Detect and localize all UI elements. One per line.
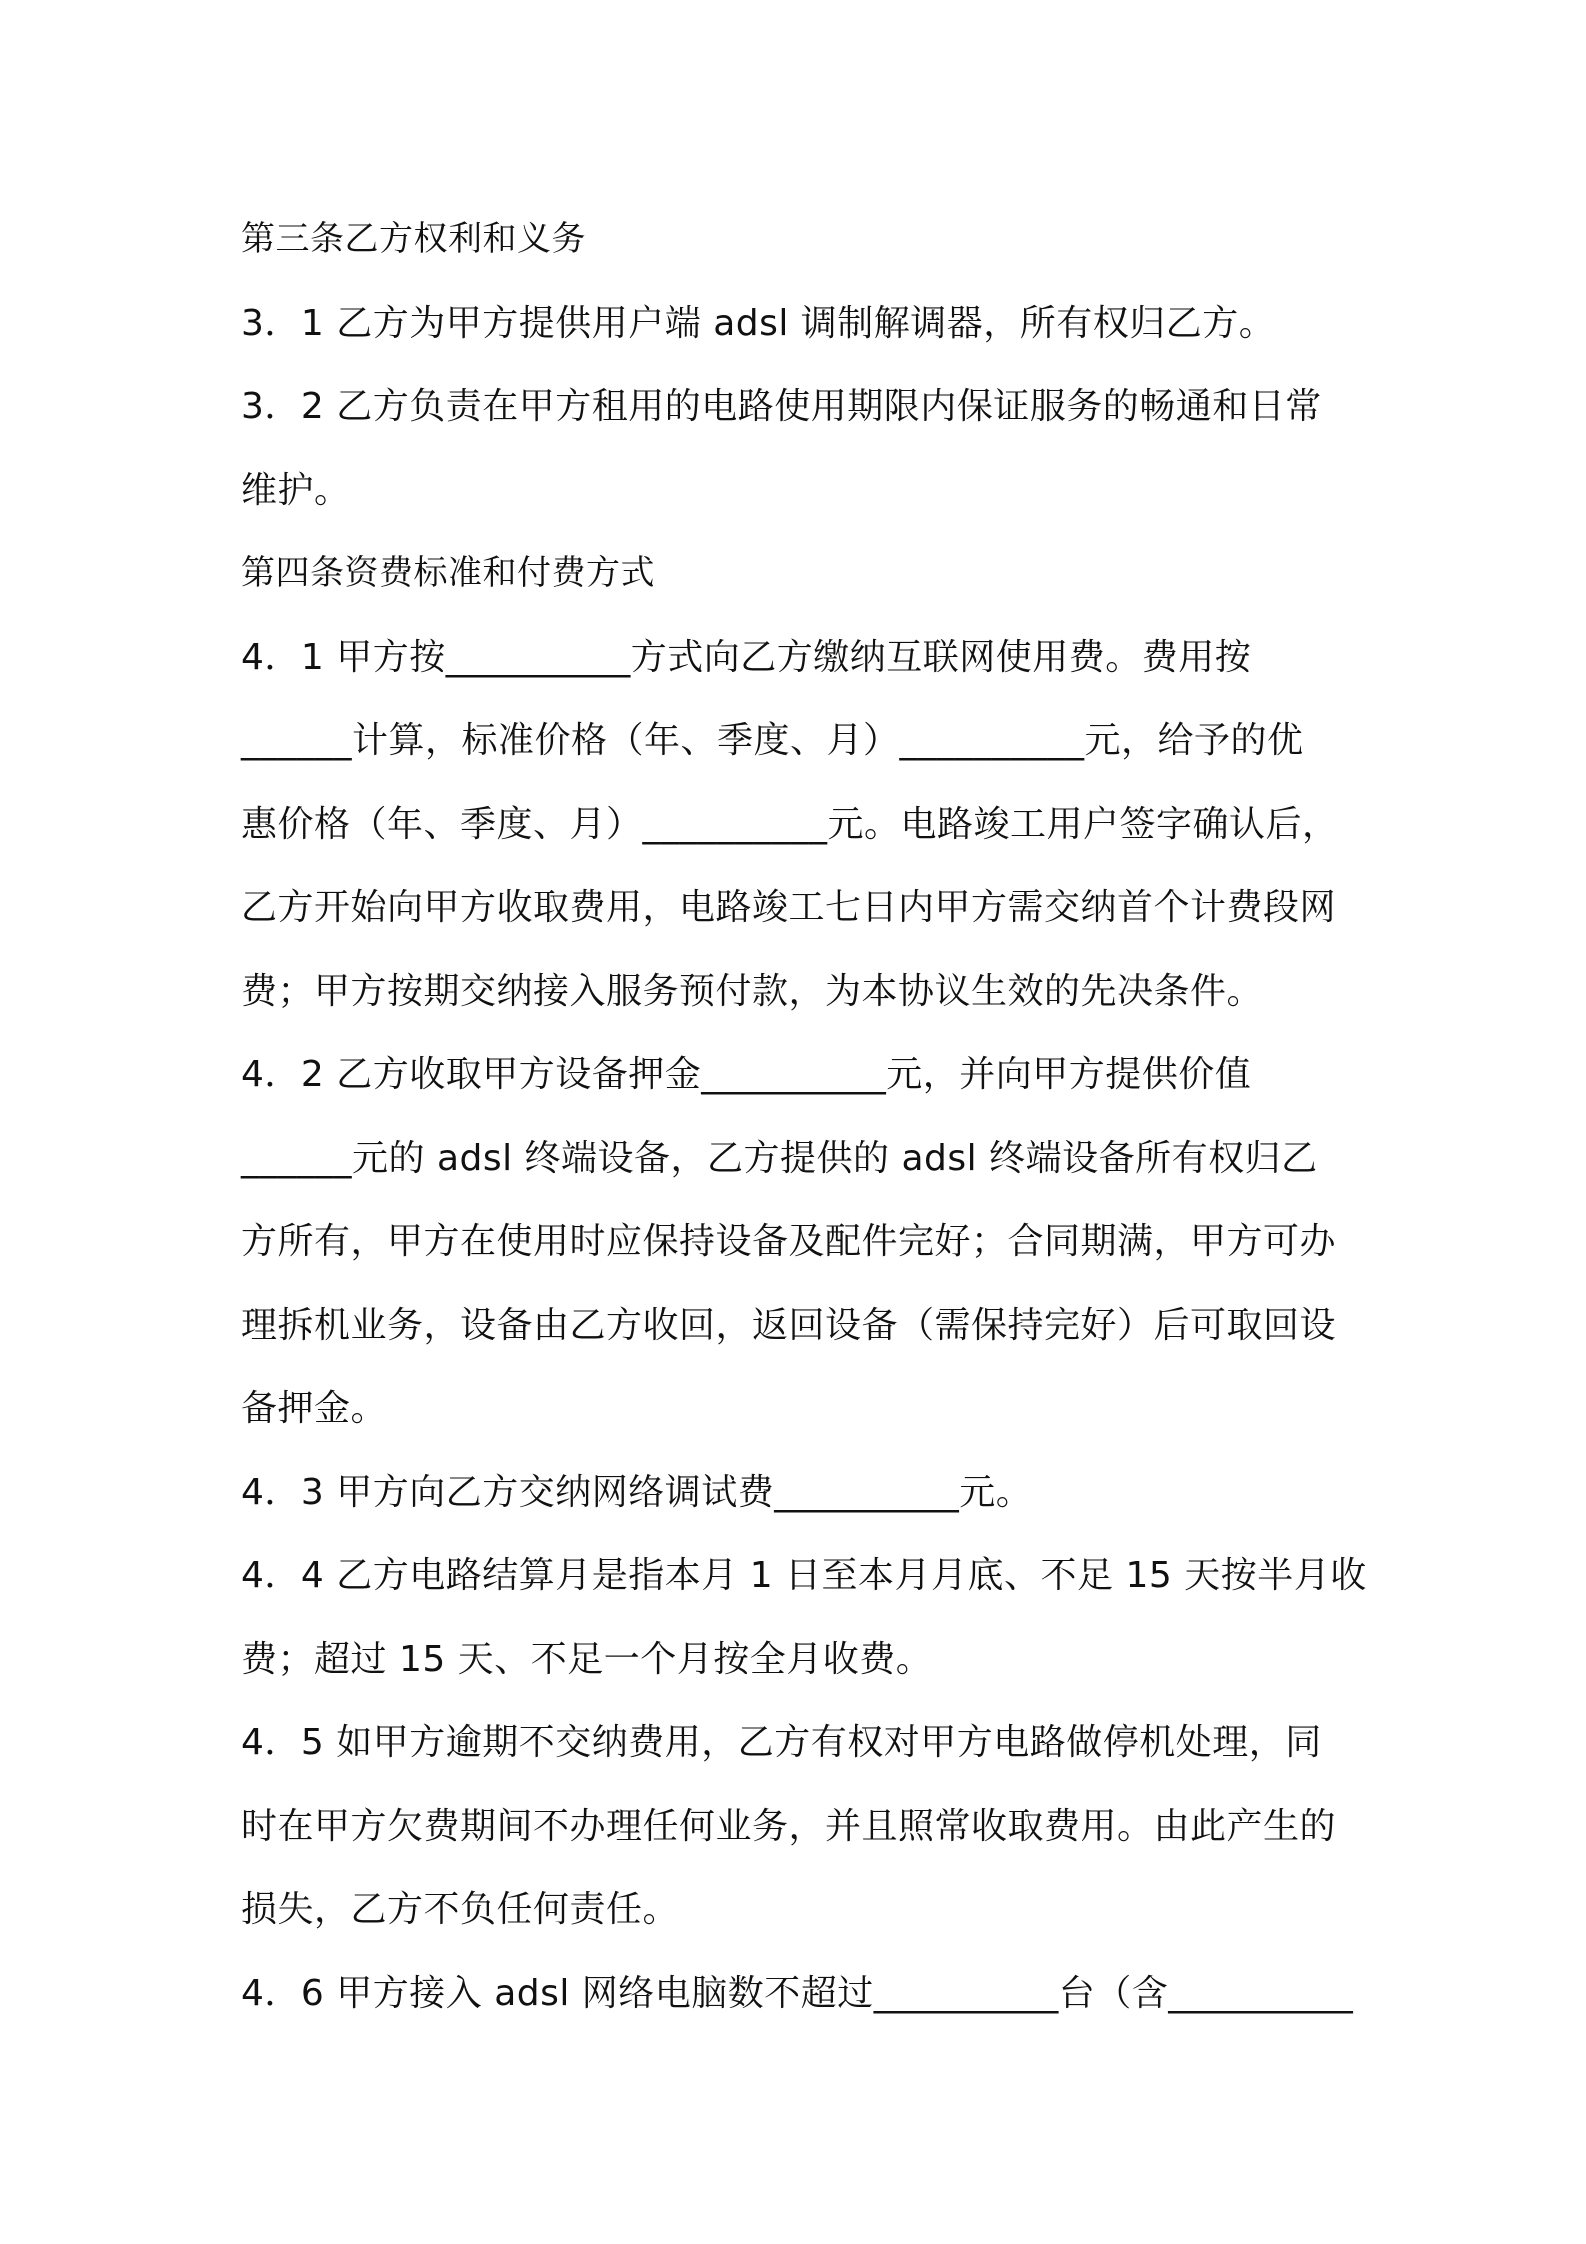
clause-4-1-line-2: ______计算，标准价格（年、季度、月）__________元，给予的优 [241, 720, 1304, 761]
clause-4-5-line-2: 时在甲方欠费期间不办理任何业务，并且照常收取费用。由此产生的 [241, 1805, 1337, 1847]
clause-4-2-line-4: 理拆机业务，设备由乙方收回，返回设备（需保持完好）后可取回设 [241, 1304, 1337, 1346]
clause-4-1-line-3: 惠价格（年、季度、月）__________元。电路竣工用户签字确认后， [241, 803, 1339, 845]
clause-4-4-line-1: 4．4 乙方电路结算月是指本月 1 日至本月月底、不足 15 天按半月收 [241, 1555, 1367, 1596]
clause-4-1-line-1: 4．1 甲方按__________方式向乙方缴纳互联网使用费。费用按 [241, 636, 1252, 678]
clause-4-5-line-3: 损失，乙方不负任何责任。 [241, 1889, 680, 1930]
clause-4-2-line-3: 方所有，甲方在使用时应保持设备及配件完好；合同期满，甲方可办 [241, 1221, 1337, 1262]
clause-4-1-line-4: 乙方开始向甲方收取费用，电路竣工七日内甲方需交纳首个计费段网 [241, 887, 1337, 928]
clause-4-3: 4．3 甲方向乙方交纳网络调试费__________元。 [241, 1471, 1033, 1513]
clause-4-2-line-1: 4．2 乙方收取甲方设备押金__________元，并向甲方提供价值 [241, 1054, 1252, 1095]
clause-4-1-line-5: 费；甲方按期交纳接入服务预付款，为本协议生效的先决条件。 [241, 970, 1264, 1012]
clause-3-2-line-2: 维护。 [241, 469, 351, 511]
clause-4-6-line-1: 4．6 甲方接入 adsl 网络电脑数不超过__________台（含__________ [241, 1972, 1354, 2014]
section-heading-article-4: 第四条资费标准和付费方式 [241, 553, 655, 593]
clause-4-2-line-5: 备押金。 [241, 1388, 388, 1429]
clause-4-2-line-2: ______元的 adsl 终端设备，乙方提供的 adsl 终端设备所有权归乙 [241, 1137, 1318, 1179]
document-body [241, 198, 1367, 2035]
clause-4-4-line-2: 费；超过 15 天、不足一个月按全月收费。 [241, 1638, 933, 1680]
clause-4-5-line-1: 4．5 如甲方逾期不交纳费用，乙方有权对甲方电路做停机处理，同 [241, 1722, 1322, 1763]
section-heading-article-3: 第三条乙方权利和义务 [241, 219, 586, 259]
clause-3-1: 3．1 乙方为甲方提供用户端 adsl 调制解调器，所有权归乙方。 [241, 302, 1276, 344]
clause-3-2-line-1: 3．2 乙方负责在甲方租用的电路使用期限内保证服务的畅通和日常 [241, 386, 1322, 427]
